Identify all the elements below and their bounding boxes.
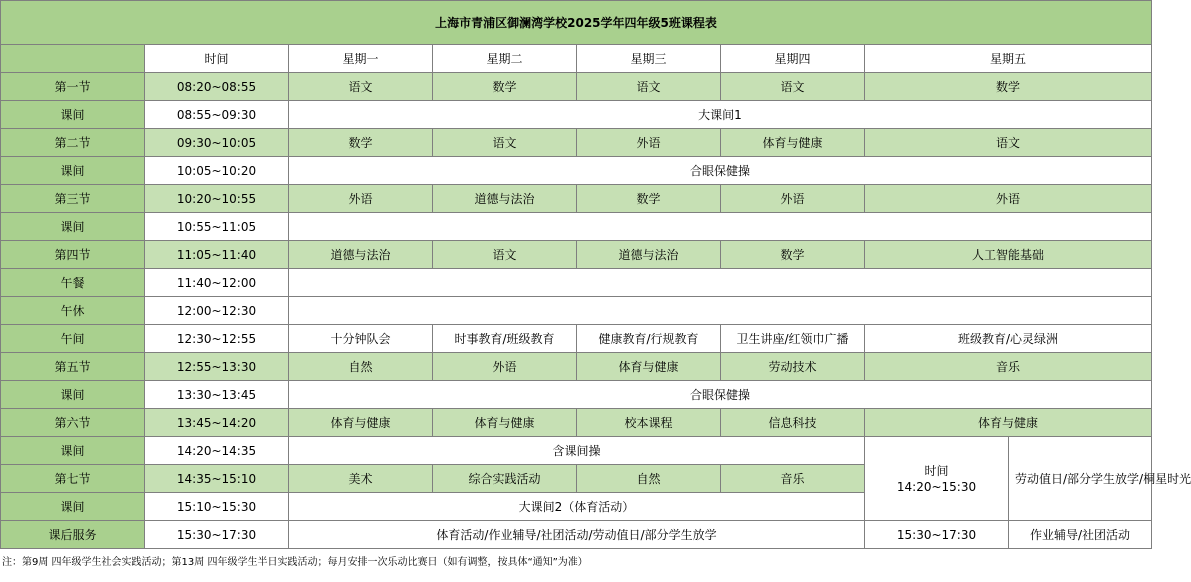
page-title: 上海市青浦区御澜湾学校2025学年四年级5班课程表 — [1, 1, 1152, 45]
row-label: 第二节 — [1, 129, 145, 157]
class-cell: 数学 — [577, 185, 721, 213]
time-cell: 08:55~09:30 — [145, 101, 289, 129]
class-cell: 数学 — [289, 129, 433, 157]
nap-row — [1, 297, 1152, 325]
class-cell: 数学 — [433, 73, 577, 101]
time-cell: 13:45~14:20 — [145, 409, 289, 437]
break-row-1 — [1, 101, 1152, 129]
class-cell: 语文 — [289, 73, 433, 101]
class-cell: 体育与健康 — [433, 409, 577, 437]
time-cell: 08:20~08:55 — [145, 73, 289, 101]
break-row-4 — [1, 381, 1152, 409]
row-label: 课间 — [1, 493, 145, 521]
time-cell: 12:00~12:30 — [145, 297, 289, 325]
friday-after-time: 15:30~17:30 — [865, 521, 1009, 549]
period-row-3 — [1, 185, 1152, 213]
row-label: 第六节 — [1, 409, 145, 437]
day-header: 星期五 — [865, 45, 1152, 73]
after-school-row — [1, 521, 1152, 549]
break-cell — [289, 269, 1152, 297]
time-cell: 11:05~11:40 — [145, 241, 289, 269]
class-cell: 外语 — [577, 129, 721, 157]
break-cell: 大课间1 — [289, 101, 1152, 129]
friday-time-cell — [865, 437, 1009, 521]
class-cell: 体育与健康 — [865, 409, 1152, 437]
class-cell: 语文 — [721, 73, 865, 101]
time-cell: 14:35~15:10 — [145, 465, 289, 493]
row-label: 第三节 — [1, 185, 145, 213]
class-cell: 自然 — [289, 353, 433, 381]
class-cell: 外语 — [433, 353, 577, 381]
time-cell: 10:20~10:55 — [145, 185, 289, 213]
class-cell: 音乐 — [865, 353, 1152, 381]
day-header: 星期一 — [289, 45, 433, 73]
class-cell: 十分钟队会 — [289, 325, 433, 353]
break-cell — [289, 297, 1152, 325]
time-cell: 15:30~17:30 — [145, 521, 289, 549]
time-cell: 14:20~14:35 — [145, 437, 289, 465]
break-cell: 大课间2（体育活动） — [289, 493, 865, 521]
class-cell: 自然 — [577, 465, 721, 493]
class-cell: 语文 — [865, 129, 1152, 157]
break-row-2 — [1, 157, 1152, 185]
class-cell: 语文 — [433, 241, 577, 269]
header-row — [1, 45, 1152, 73]
time-header: 时间 — [145, 45, 289, 73]
class-cell: 语文 — [577, 73, 721, 101]
class-cell: 体育与健康 — [577, 353, 721, 381]
time-cell: 11:40~12:00 — [145, 269, 289, 297]
row-label: 午休 — [1, 297, 145, 325]
time-cell: 09:30~10:05 — [145, 129, 289, 157]
friday-time-label: 时间 — [924, 463, 949, 478]
noon-row — [1, 325, 1152, 353]
class-cell: 道德与法治 — [577, 241, 721, 269]
lunch-row — [1, 269, 1152, 297]
footnote: 注：第9周 四年级学生社会实践活动；第13周 四年级学生半日实践活动；每月安排一次乐动比赛日（如有调整，按具体“通知”为准） — [2, 557, 588, 568]
class-cell: 道德与法治 — [433, 185, 577, 213]
friday-after-activity: 作业辅导/社团活动 — [1009, 521, 1152, 549]
time-cell: 15:10~15:30 — [145, 493, 289, 521]
class-cell: 外语 — [721, 185, 865, 213]
row-label: 午间 — [1, 325, 145, 353]
break-cell: 含课间操 — [289, 437, 865, 465]
period-row-5 — [1, 353, 1152, 381]
period-row-1 — [1, 73, 1152, 101]
class-cell: 体育与健康 — [289, 409, 433, 437]
after-school-cell: 体育活动/作业辅导/社团活动/劳动值日/部分学生放学 — [289, 521, 865, 549]
row-label: 午餐 — [1, 269, 145, 297]
time-cell: 10:55~11:05 — [145, 213, 289, 241]
day-header: 星期四 — [721, 45, 865, 73]
break-cell: 合眼保健操 — [289, 381, 1152, 409]
corner-cell — [1, 45, 145, 73]
row-label: 课间 — [1, 437, 145, 465]
row-label: 第五节 — [1, 353, 145, 381]
class-cell: 时事教育/班级教育 — [433, 325, 577, 353]
time-cell: 12:55~13:30 — [145, 353, 289, 381]
time-cell: 13:30~13:45 — [145, 381, 289, 409]
class-cell: 信息科技 — [721, 409, 865, 437]
break-row-5 — [1, 437, 1152, 465]
time-cell: 10:05~10:20 — [145, 157, 289, 185]
break-row-3 — [1, 213, 1152, 241]
class-cell: 综合实践活动 — [433, 465, 577, 493]
class-cell: 道德与法治 — [289, 241, 433, 269]
class-cell: 校本课程 — [577, 409, 721, 437]
row-label: 课间 — [1, 157, 145, 185]
class-cell: 健康教育/行规教育 — [577, 325, 721, 353]
row-label: 第一节 — [1, 73, 145, 101]
class-cell: 数学 — [721, 241, 865, 269]
class-cell: 数学 — [865, 73, 1152, 101]
row-label: 课间 — [1, 381, 145, 409]
class-cell: 美术 — [289, 465, 433, 493]
period-row-6 — [1, 409, 1152, 437]
time-cell: 12:30~12:55 — [145, 325, 289, 353]
class-cell: 音乐 — [721, 465, 865, 493]
class-cell: 班级教育/心灵绿洲 — [865, 325, 1152, 353]
class-cell: 卫生讲座/红领巾广播 — [721, 325, 865, 353]
class-cell: 劳动技术 — [721, 353, 865, 381]
period-row-2 — [1, 129, 1152, 157]
row-label: 第四节 — [1, 241, 145, 269]
class-cell: 外语 — [865, 185, 1152, 213]
day-header: 星期三 — [577, 45, 721, 73]
friday-time-range: 14:20~15:30 — [896, 479, 977, 494]
friday-activity-cell: 劳动值日/部分学生放学/桐星时光 — [1009, 437, 1152, 521]
row-label: 课间 — [1, 213, 145, 241]
class-cell: 体育与健康 — [721, 129, 865, 157]
class-cell: 语文 — [433, 129, 577, 157]
class-cell: 外语 — [289, 185, 433, 213]
break-cell — [289, 213, 1152, 241]
row-label: 第七节 — [1, 465, 145, 493]
class-cell: 人工智能基础 — [865, 241, 1152, 269]
row-label: 课后服务 — [1, 521, 145, 549]
period-row-4 — [1, 241, 1152, 269]
break-cell: 合眼保健操 — [289, 157, 1152, 185]
row-label: 课间 — [1, 101, 145, 129]
day-header: 星期二 — [433, 45, 577, 73]
